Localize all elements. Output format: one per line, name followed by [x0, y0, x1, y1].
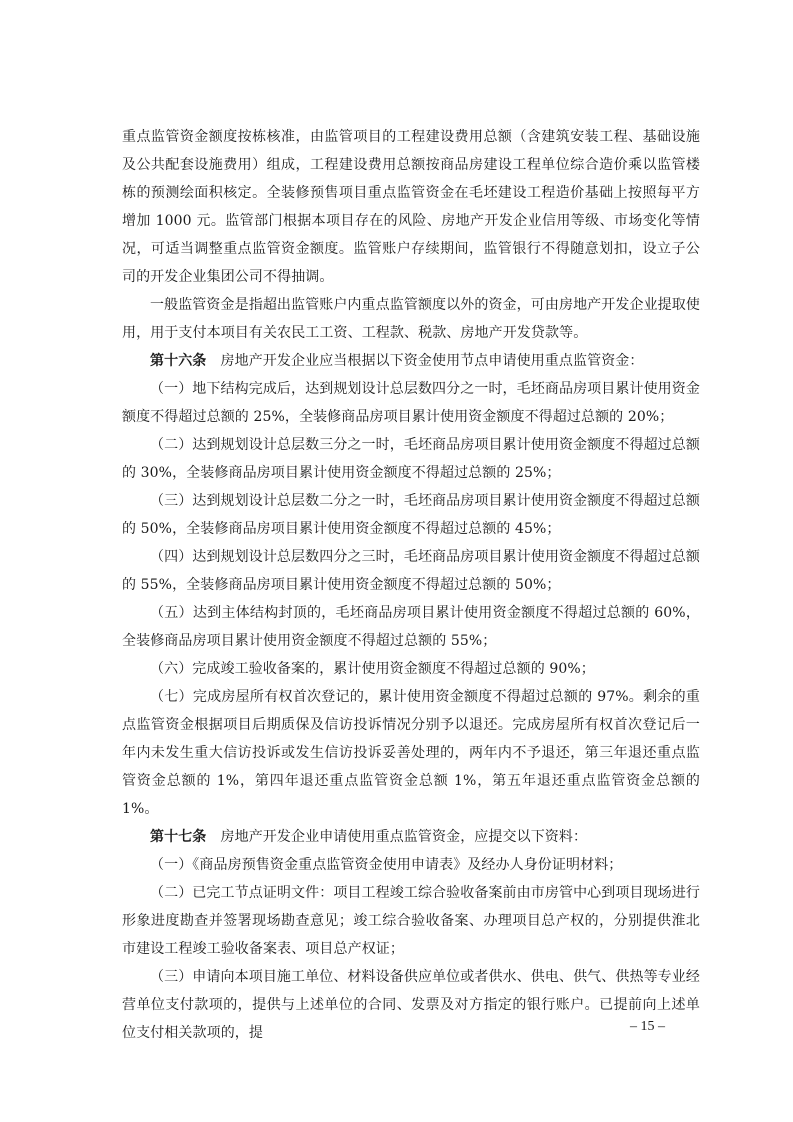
article-number: 第十七条	[150, 829, 207, 845]
paragraph-text: 重点监管资金额度按栋核准，由监管项目的工程建设费用总额（含建筑安装工程、基础设施及公共配套设施费用）组成，工程建设费用总额按商品房建设工程单位综合造价乘以监管楼栋的预测绘面积核定。全装修预售项目重点监管资金在毛坯建设工程造价基础上按照每平方增加 1000 元。监管部门根据本项目存在的风险、房地产开发企业信用等级、市场变化等情况，可适当调整重点监管资金额度。监管账户存续期间，监管银行不得随意划扣，设立子公司的开发企业集团公司不得抽调。	[122, 129, 700, 285]
paragraph-text: （二）已完工节点证明文件：项目工程竣工综合验收备案前由市房管中心到项目现场进行形象进度勘查并签署现场勘查意见；竣工综合验收备案、办理项目总产权的，分别提供淮北市建设工程竣工验收备案表、项目总产权证；	[122, 885, 700, 957]
list-item	[122, 543, 700, 599]
list-item	[122, 655, 700, 683]
list-item	[122, 963, 700, 1047]
article-paragraph	[122, 347, 700, 375]
paragraph-text: （二）达到规划设计总层数三分之一时，毛坯商品房项目累计使用资金额度不得超过总额的 30%，全装修商品房项目累计使用资金额度不得超过总额的 25%；	[122, 437, 700, 481]
list-item	[122, 375, 700, 431]
body-text	[122, 123, 700, 1047]
list-item	[122, 599, 700, 655]
list-item	[122, 487, 700, 543]
paragraph-text: （三）达到规划设计总层数二分之一时，毛坯商品房项目累计使用资金额度不得超过总额的 50%，全装修商品房项目累计使用资金额度不得超过总额的 45%；	[122, 493, 700, 537]
paragraph-text: （三）申请向本项目施工单位、材料设备供应单位或者供水、供电、供气、供热等专业经营单位支付款项的，提供与上述单位的合同、发票及对方指定的银行账户。已提前向上述单位支付相关款项的，提	[122, 969, 700, 1041]
article-number: 第十六条	[150, 353, 207, 369]
paragraph-text: （五）达到主体结构封顶的，毛坯商品房项目累计使用资金额度不得超过总额的 60%，全装修商品房项目累计使用资金额度不得超过总额的 55%；	[122, 605, 700, 649]
article-paragraph	[122, 823, 700, 851]
paragraph-text: （四）达到规划设计总层数四分之三时，毛坯商品房项目累计使用资金额度不得超过总额的 55%，全装修商品房项目累计使用资金额度不得超过总额的 50%；	[122, 549, 700, 593]
paragraph	[122, 291, 700, 347]
paragraph-text: （六）完成竣工验收备案的，累计使用资金额度不得超过总额的 90%；	[150, 661, 595, 677]
paragraph-text: （七）完成房屋所有权首次登记的，累计使用资金额度不得超过总额的 97%。剩余的重点监管资金根据项目后期质保及信访投诉情况分别予以退还。完成房屋所有权首次登记后一年内未发生重大信访投诉或发生信访投诉妥善处理的，两年内不予退还，第三年退还重点监管资金总额的 1%，第四年退还重点监管资金总额 1%，第五年退还重点监管资金总额的 1%。	[122, 689, 700, 817]
list-item	[122, 683, 700, 823]
paragraph-text: （一）《商品房预售资金重点监管资金使用申请表》及经办人身份证明材料；	[150, 857, 623, 873]
list-item	[122, 879, 700, 963]
paragraph-text: 一般监管资金是指超出监管账户内重点监管额度以外的资金，可由房地产开发企业提取使用，用于支付本项目有关农民工工资、工程款、税款、房地产开发贷款等。	[122, 297, 700, 341]
paragraph-text: 房地产开发企业应当根据以下资金使用节点申请使用重点监管资金：	[206, 353, 644, 369]
list-item	[122, 431, 700, 487]
page-number: – 15 –	[630, 1019, 665, 1034]
paragraph-text: 房地产开发企业申请使用重点监管资金，应提交以下资料：	[206, 829, 588, 845]
paragraph-text: （一）地下结构完成后，达到规划设计总层数四分之一时，毛坯商品房项目累计使用资金额度不得超过总额的 25%，全装修商品房项目累计使用资金额度不得超过总额的 20%；	[122, 381, 700, 425]
list-item	[122, 851, 700, 879]
paragraph	[122, 123, 700, 291]
